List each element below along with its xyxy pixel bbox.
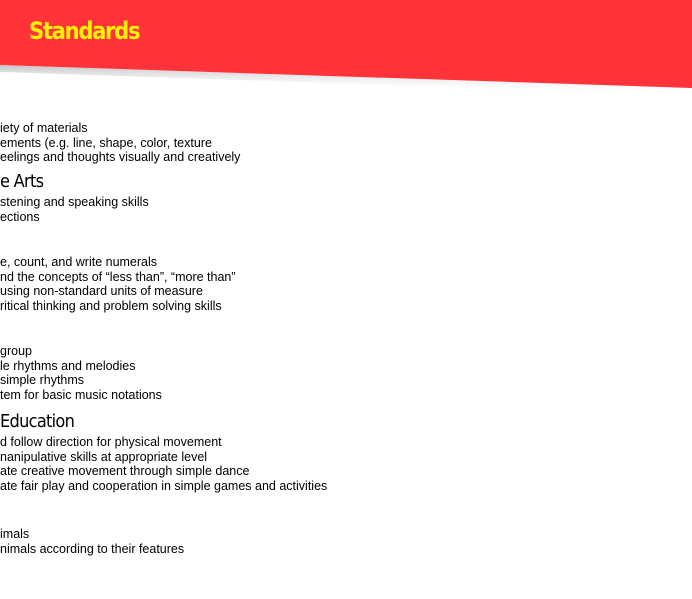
header-banner <box>0 0 692 100</box>
list-item: ate fair play and cooperation in simple games and activities <box>0 479 328 493</box>
list-item: ements (e.g. line, shape, color, texture <box>0 136 212 150</box>
list-item: using non-standard units of measure <box>0 284 203 298</box>
list-item: iety of materials <box>0 121 88 135</box>
list-item: ritical thinking and problem solving skills <box>0 299 222 313</box>
list-item: ate creative movement through simple dance <box>0 464 250 478</box>
list-item: d follow direction for physical movement <box>0 435 222 449</box>
list-item: stening and speaking skills <box>0 195 149 209</box>
list-item: e, count, and write numerals <box>0 255 158 269</box>
page-title: Standards <box>29 17 140 45</box>
list-item: simple rhythms <box>0 373 85 387</box>
list-item: imals <box>0 527 30 541</box>
list-item: ections <box>0 210 40 224</box>
section-heading: Education <box>0 411 75 432</box>
list-item: group <box>0 344 32 358</box>
section-heading: e Arts <box>0 171 44 192</box>
list-item: eelings and thoughts visually and creatively <box>0 150 241 164</box>
list-item: nimals according to their features <box>0 542 185 556</box>
list-item: tem for basic music notations <box>0 388 162 402</box>
list-item: nanipulative skills at appropriate level <box>0 450 208 464</box>
list-item: nd the concepts of “less than”, “more than” <box>0 270 236 284</box>
list-item: le rhythms and melodies <box>0 359 136 373</box>
